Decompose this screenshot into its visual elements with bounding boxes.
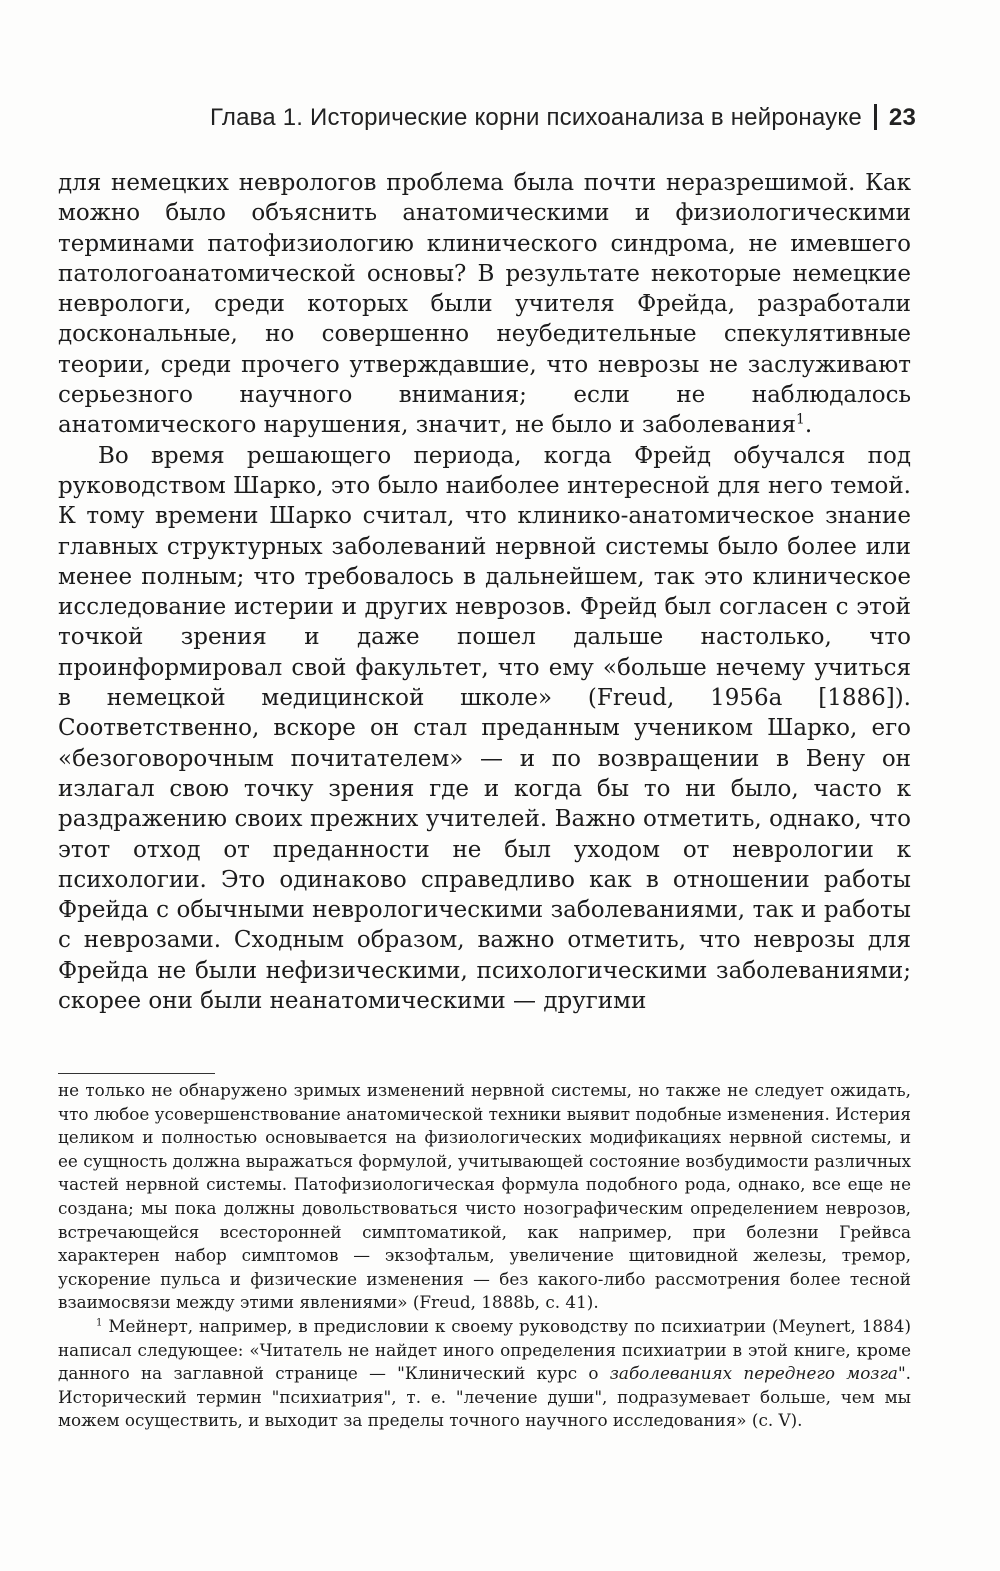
paragraph-2: Во время решающего периода, когда Фрейд обучался под руководством Шарко, это было наиболее интересной для него темой. К тому времени Шарко считал, что клинико-анатомическое знание главных структурных заболеваний нервной системы было более или менее полным; что требовалось в дальнейшем, так это клиническое исследование истерии и других неврозов. Фрейд был согласен с этой точкой зрения и даже пошел дальше настолько, что проинформировал свой факультет, что ему «больше нечему учиться в немецкой медицинской школе» (Freud, 1956a [1886]). Соответственно, вскоре он стал преданным учеником Шарко, его «безоговорочным почитателем» — и по возвращении в Вену он излагал свою точку зрения где и когда бы то ни было, часто к раздражению своих прежних учителей. Важно отметить, однако, что этот отход от преданности не был уходом от неврологии к психологии. Это одинаково справедливо как в отношении работы Фрейда с обычными неврологическими заболеваниями, так и работы с неврозами. Сходным образом, важно отметить, что неврозы для Фрейда не были нефизическими, психологическими заболеваниями; скорее они были неанатомическими — другими: [58, 442, 911, 1015]
footnotes: [58, 1079, 911, 1433]
footnote-1: [58, 1315, 911, 1433]
header-separator: [874, 104, 877, 130]
footnote-continued: не только не обнаружено зримых изменений нервной системы, но также не следует ожидать, что любое усовершенствование анатомической техники выявит подобные изменения. Истерия целиком и полностью основывается на физиологических модификациях нервной системы, и ее сущность должна выражаться формулой, учитывающей состояние возбудимости различных частей нервной системы. Патофизиологическая формула подобного рода, однако, все еще не создана; мы пока должны довольствоваться чисто нозографическим определением неврозов, встречающейся всесторонней симптоматикой, как например, при болезни Грейвса характерен набор симптомов — экзофтальм, увеличение щитовидной железы, тремор, ускорение пульса и физические изменения — без какого-либо рассмотрения более тесной взаимосвязи между этими явлениями» (Freud, 1888b, с. 41).: [58, 1080, 911, 1313]
paragraph-1-text: для немецких неврологов проблема была почти неразрешимой. Как можно было объяснить анатомическими и физиологическими терминами патофизиологию клинического синдрома, не имевшего патологоанатомической основы? В результате некоторые немецкие неврологи, среди которых были учителя Фрейда, разработали доскональные, но совершенно неубедительные спекулятивные теории, среди прочего утверждавшие, что неврозы не заслуживают серьезного научного внимания; если не наблюдалось анатомического нарушения, значит, не было и заболевания: [58, 170, 911, 439]
page-number: 23: [888, 104, 916, 131]
paragraph-1: [58, 168, 911, 441]
paragraph-1-end: .: [804, 412, 813, 439]
footnote-1-text-b: ". Исторический термин "психиатрия", т. е. "лечение души", подразумевает больше, чем мы можем осуществить, и выходит за пределы точного научного исследования» (с. V).: [58, 1363, 911, 1431]
footnote-1-marker: 1: [96, 1317, 103, 1329]
footnote-ref-1: 1: [796, 411, 805, 428]
footnote-1-italic: заболеваниях переднего мозга: [609, 1363, 898, 1384]
main-text: [58, 168, 911, 1016]
chapter-title: Глава 1. Исторические корни психоанализа в нейронауке: [210, 104, 862, 131]
footnote-divider: [58, 1073, 215, 1074]
footnote-1-text-a: Мейнерт, например, в предисловии к своему руководству по психиатрии (Meynert, 1884) написал следующее: «Читатель не найдет иного определения психиатрии в этой книге, кроме данного на заглавной странице — "Клинический курс о: [58, 1315, 911, 1384]
running-head: [0, 104, 916, 132]
